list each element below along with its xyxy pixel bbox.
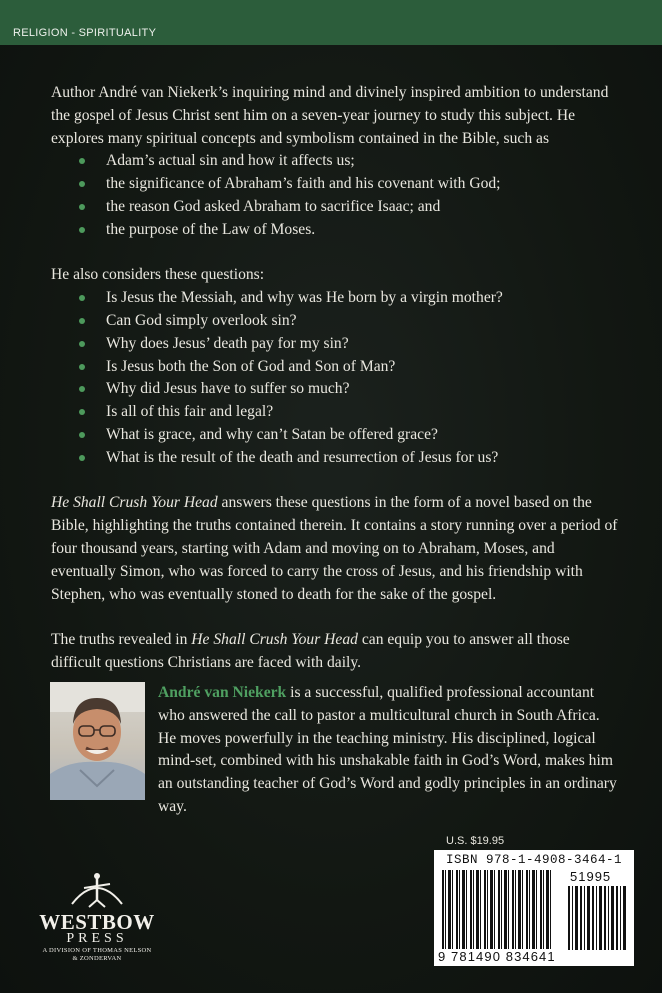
list-item: Is Jesus the Messiah, and why was He born by a virgin mother?	[51, 287, 621, 310]
book-title: He Shall Crush Your Head	[191, 631, 358, 649]
price-label: U.S. $19.95	[446, 835, 505, 847]
truths-paragraph: The truths revealed in He Shall Crush Your Head can equip you to answer all those difficult questions Christians are faced with daily.	[51, 631, 570, 671]
author-name: André van Niekerk	[158, 684, 287, 701]
barcode-digits: 9 781490 834641	[438, 949, 556, 964]
intro-paragraph: Author André van Niekerk’s inquiring mind and divinely inspired ambition to understand the gospel of Jesus Christ sent him on a seven-year journey to study this subject. He explores many spiritual concepts and symbolism contained in the Bible, such as	[51, 84, 609, 147]
author-photo	[50, 682, 145, 800]
bullet-icon	[79, 318, 85, 324]
questions-intro: He also considers these questions:	[51, 266, 265, 284]
author-bio	[158, 682, 618, 819]
barcode-bars	[442, 870, 552, 950]
list-item: Is Jesus both the Son of God and Son of Man?	[51, 356, 621, 379]
bullet-icon	[79, 364, 85, 370]
list-item: Is all of this fair and legal?	[51, 401, 621, 424]
bullet-icon	[79, 181, 85, 187]
bullet-icon	[79, 227, 85, 233]
bullet-icon	[79, 386, 85, 392]
list-item: What is the result of the death and resurrection of Jesus for us?	[51, 447, 621, 470]
publisher-division-line-2: & ZONDERVAN	[72, 955, 122, 962]
list-item: the significance of Abraham’s faith and his covenant with God;	[51, 173, 621, 196]
list-item: Why does Jesus’ death pay for my sin?	[51, 333, 621, 356]
barcode-addon-bars	[568, 886, 626, 950]
book-title: He Shall Crush Your Head	[51, 494, 218, 512]
publisher-division-line-1: A DIVISION OF THOMAS NELSON	[42, 947, 152, 954]
list-item: What is grace, and why can’t Satan be offered grace?	[51, 424, 621, 447]
publisher-press: PRESS	[66, 931, 128, 946]
list-item: Why did Jesus have to suffer so much?	[51, 378, 621, 401]
back-cover-copy	[51, 82, 621, 675]
bullet-icon	[79, 341, 85, 347]
list-item: the reason God asked Abraham to sacrifice Isaac; and	[51, 196, 621, 219]
list-item: Adam’s actual sin and how it affects us;	[51, 150, 621, 173]
bullet-icon	[79, 158, 85, 164]
publisher-name: WESTBOW	[39, 910, 155, 934]
category-banner	[0, 0, 662, 45]
author-bio-text: is a successful, qualified professional accountant who answered the call to pastor a multicultural church in South Africa. He moves powerfully in the teaching ministry. His disciplined, logical mind-set, combined with his unshakable faith in God’s Word, makes him an outstanding teacher of God’s Word and godly principles in an ordinary way.	[158, 684, 617, 815]
list-item: the purpose of the Law of Moses.	[51, 219, 621, 242]
category-label: RELIGION - SPIRITUALITY	[13, 27, 157, 39]
isbn-number: ISBN 978-1-4908-3464-1	[446, 853, 623, 867]
bullet-icon	[79, 409, 85, 415]
bullet-icon	[79, 295, 85, 301]
list-item: Can God simply overlook sin?	[51, 310, 621, 333]
archer-icon	[62, 870, 132, 908]
summary-paragraph: He Shall Crush Your Head answers these questions in the form of a novel based on the Bible, highlighting the truths contained therein. It contains a story running over a period of four thousand years, starting with Adam and moving on to Abraham, Moses, and eventually Simon, who was forced to carry the cross of Jesus, and his friendship with Stephen, who was eventually stoned to death for the sake of the gospel.	[51, 494, 618, 603]
isbn-barcode	[434, 850, 634, 966]
questions-list	[51, 287, 621, 469]
bullet-icon	[79, 432, 85, 438]
bullet-icon	[79, 204, 85, 210]
publisher-logo	[22, 870, 172, 980]
concepts-list	[51, 150, 621, 241]
barcode-addon-digits: 51995	[570, 869, 612, 884]
bullet-icon	[79, 455, 85, 461]
